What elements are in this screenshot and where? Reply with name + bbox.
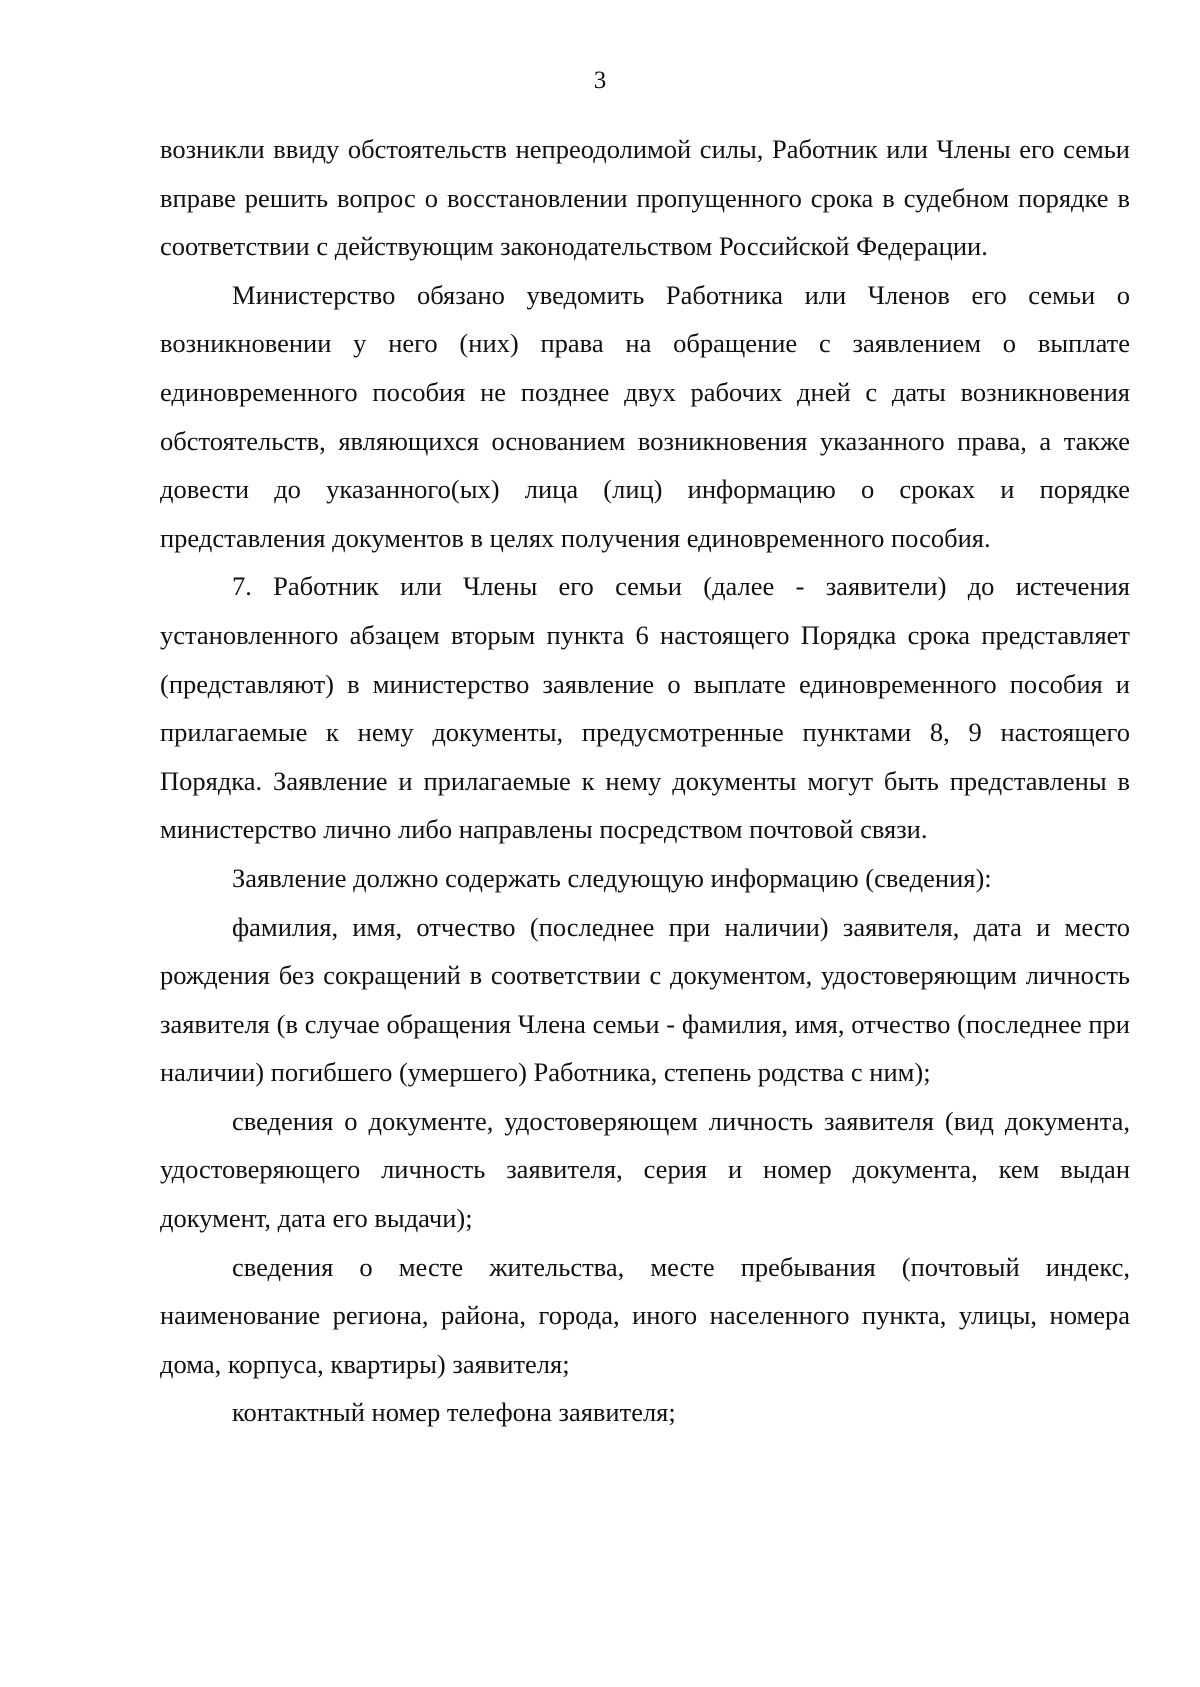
paragraph-item-7: 7. Работник или Члены его семьи (далее - заявители) до истечения установленного абзацем вторым пункта 6 настоящего Порядка срока представляет (представляют) в министерство заявление о выплате единовременного пособия и прилагаемые к нему документы, предусмотренные пунктами 8, 9 настоящего Порядка. Заявление и прилагаемые к нему документы могут быть представлены в министерство лично либо направлены посредством почтовой связи.: [160, 571, 1130, 845]
paragraph-residence: сведения о месте жительства, месте пребывания (почтовый индекс, наименование региона, района, города, иного населенного пункта, улицы, номера дома, корпуса, квартиры) заявителя;: [160, 1251, 1130, 1379]
paragraph-phone: контактный номер телефона заявителя;: [232, 1397, 676, 1428]
document-body: [160, 125, 1130, 1437]
paragraph-applicant-name: фамилия, имя, отчество (последнее при наличии) заявителя, дата и место рождения без сокращений в соответствии с документом, удостоверяющим личность заявителя (в случае обращения Члена семьи - фамилия, имя, отчество (последнее при наличии) погибшего (умершего) Работника, степень родства с ним);: [160, 911, 1130, 1088]
page-number: 3: [593, 67, 607, 94]
paragraph-identity-document: сведения о документе, удостоверяющем личность заявителя (вид документа, удостоверяющего личность заявителя, серия и номер документа, кем выдан документ, дата его выдачи);: [160, 1105, 1130, 1234]
paragraph-continuation: возникли ввиду обстоятельств непреодолимой силы, Работник или Члены его семьи вправе решить вопрос о восстановлении пропущенного срока в судебном порядке в соответствии с действующим законодательством Российской Федерации.: [160, 134, 1130, 262]
paragraph-application-contents: Заявление должно содержать следующую информацию (сведения):: [232, 862, 992, 893]
paragraph-ministry-notice: Министерство обязано уведомить Работника или Членов его семьи о возникновении у него (них) права на обращение с заявлением о выплате единовременного пособия не позднее двух рабочих дней с даты возникновения обстоятельств, являющихся основанием возникновения указанного права, а также довести до указанного(ых) лица (лиц) информацию о сроках и порядке представления документов в целях получения единовременного пособия.: [160, 279, 1130, 553]
